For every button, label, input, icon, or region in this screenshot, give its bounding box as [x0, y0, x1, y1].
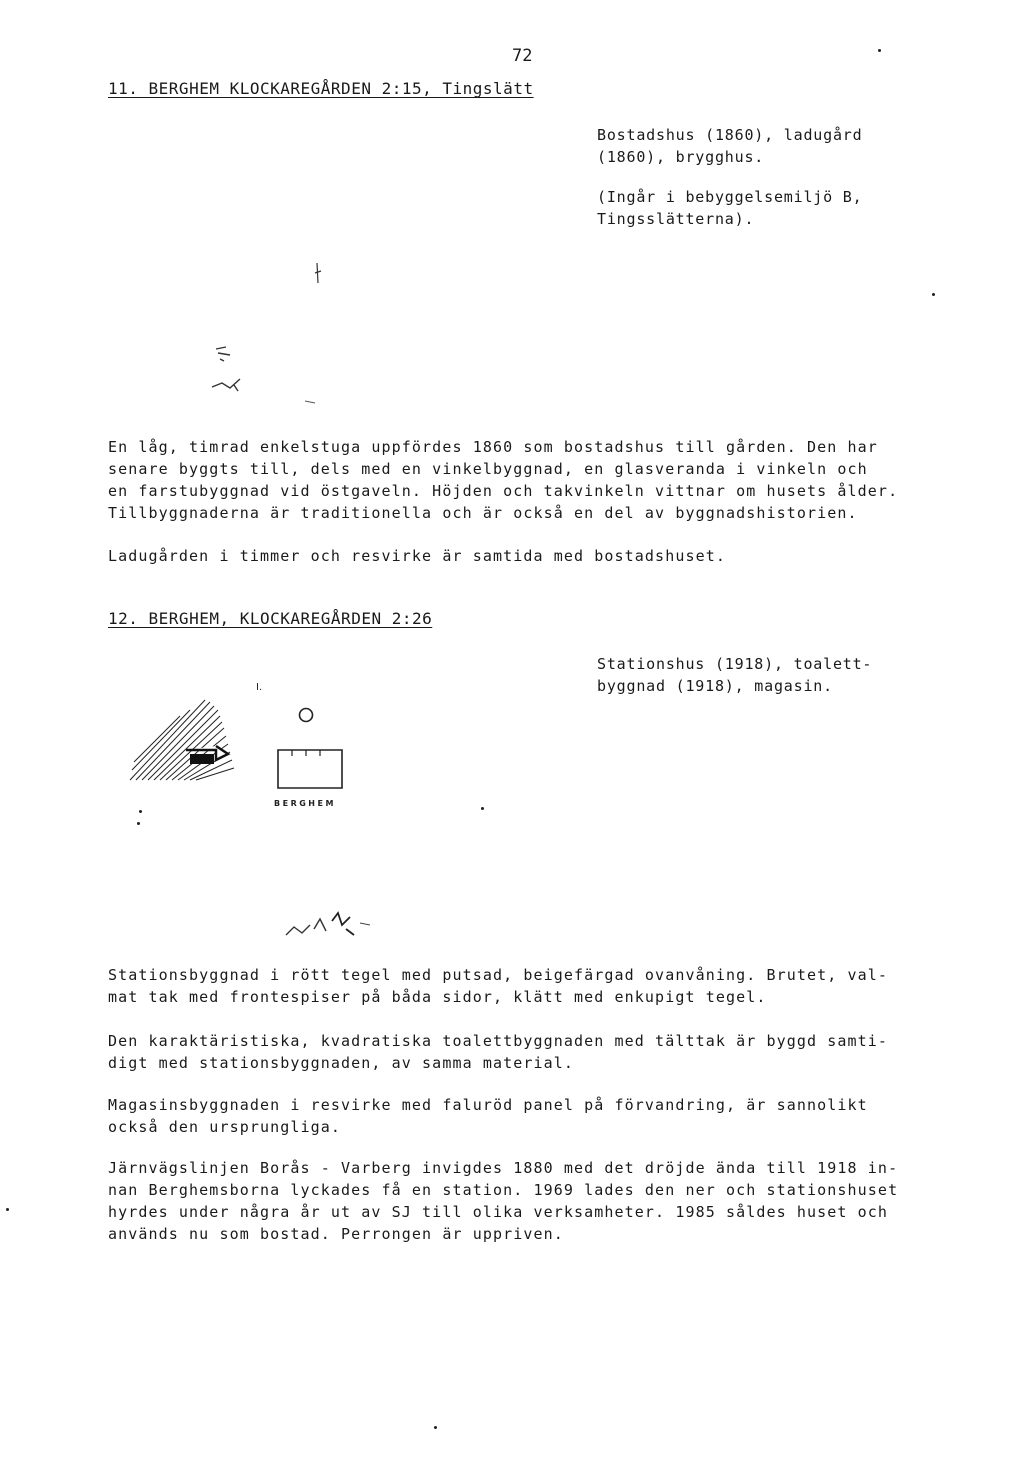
paragraph-line: mat tak med frontespiser på båda sidor, klätt med enkupigt tegel.: [108, 988, 767, 1006]
section-11-environment-line: (Ingår i bebyggelsemiljö B,: [597, 188, 863, 206]
description-line: senare byggts till, dels med en vinkelbyggnad, en glasveranda i vinkeln och: [108, 460, 868, 478]
description-line: en farstubyggnad vid östgaveln. Höjden och takvinkeln vittnar om husets ålder.: [108, 482, 899, 500]
paragraph-line: digt med stationsbyggnaden, av samma material.: [108, 1054, 575, 1072]
map-label: BERGHEM: [274, 799, 336, 808]
section-11-heading: [108, 79, 534, 98]
section-11-description: [108, 436, 898, 524]
scan-speck: [932, 293, 935, 296]
scan-speck: [139, 810, 142, 813]
section-12-paragraph-4: [108, 1157, 898, 1245]
section-12-buildings-line: Stationshus (1918), toalett-: [597, 655, 873, 673]
svg-text:I.: I.: [256, 682, 263, 693]
section-11-environment: [597, 186, 862, 230]
paragraph-line: Stationsbyggnad i rött tegel med putsad, beigefärgad ovanvåning. Brutet, val-: [108, 966, 889, 984]
section-11-environment-line: Tingsslätterna).: [597, 210, 755, 228]
paragraph-line: också den ursprungliga.: [108, 1118, 342, 1136]
scan-speck: [434, 1426, 437, 1429]
section-12-paragraph-3: [108, 1094, 868, 1138]
paragraph-line: Den karaktäristiska, kvadratiska toalettbyggnaden med tälttak är byggd samti-: [108, 1032, 889, 1050]
photo-remnant-12: [280, 905, 390, 945]
section-12-heading-text: 12. BERGHEM, KLOCKAREGÅRDEN 2:26: [108, 609, 433, 628]
scan-speck: [481, 807, 484, 810]
section-11-heading-text: 11. BERGHEM KLOCKAREGÅRDEN 2:15, Tingslätt: [108, 79, 534, 98]
photo-remnant-11: [190, 255, 350, 415]
section-12-buildings: [597, 653, 872, 697]
paragraph-line: Magasinsbyggnaden i resvirke med faluröd panel på förvandring, är sannolikt: [108, 1096, 868, 1114]
site-map-sketch: [110, 670, 370, 830]
section-11-buildings-line: (1860), brygghus.: [597, 148, 765, 166]
section-11-buildings-line: Bostadshus (1860), ladugård: [597, 126, 863, 144]
section-12-paragraph-2: [108, 1030, 888, 1074]
section-12-heading: [108, 609, 432, 628]
paragraph-line: hyrdes under några år ut av SJ till olika verksamheter. 1985 såldes huset och: [108, 1203, 889, 1221]
barn-line: Ladugården i timmer och resvirke är samtida med bostadshuset.: [108, 547, 726, 565]
description-line: Tillbyggnaderna är traditionella och är också en del av byggnadshistorien.: [108, 504, 858, 522]
scan-speck: [6, 1208, 9, 1211]
description-line: En låg, timrad enkelstuga uppfördes 1860 som bostadshus till gården. Den har: [108, 438, 878, 456]
paragraph-line: Järnvägslinjen Borås - Varberg invigdes 1880 med det dröjde ända till 1918 in-: [108, 1159, 899, 1177]
section-11-buildings: [597, 124, 862, 168]
paragraph-line: används nu som bostad. Perrongen är uppriven.: [108, 1225, 564, 1243]
page-number: 72: [512, 46, 533, 66]
scan-speck: [137, 822, 140, 825]
section-11-barn: [108, 545, 726, 567]
section-12-buildings-line: byggnad (1918), magasin.: [597, 677, 833, 695]
scan-speck: [878, 49, 881, 52]
paragraph-line: nan Berghemsborna lyckades få en station. 1969 lades den ner och stationshuset: [108, 1181, 899, 1199]
section-12-paragraph-1: [108, 964, 888, 1008]
